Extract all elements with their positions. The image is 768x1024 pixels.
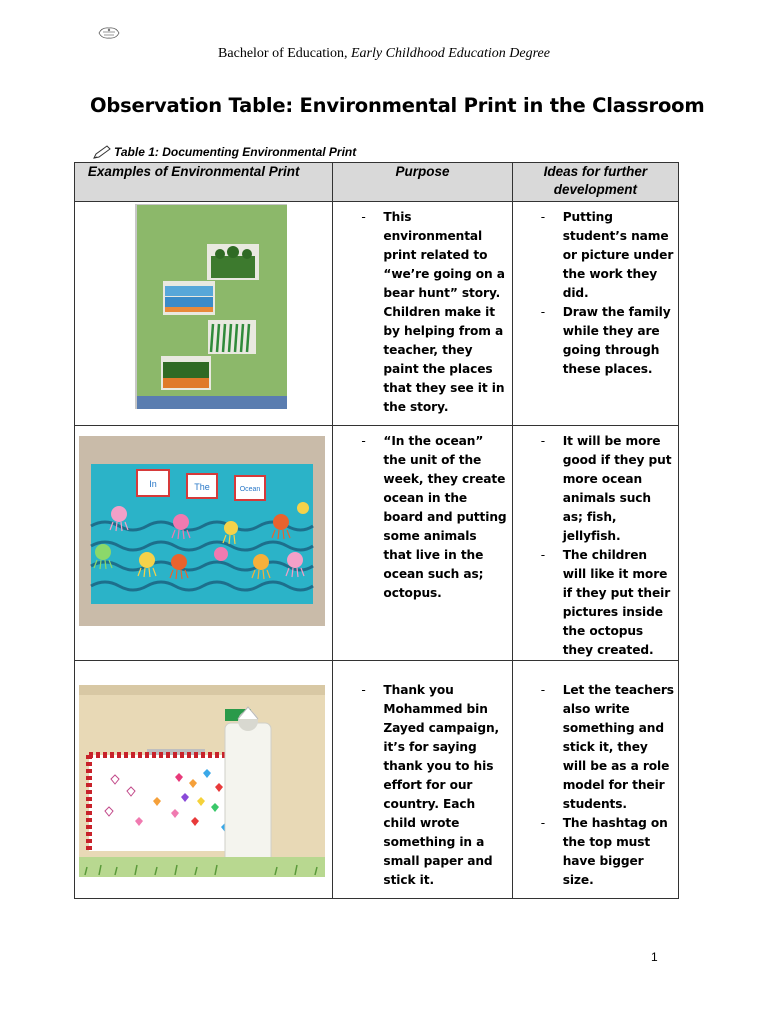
purpose-cell	[333, 661, 512, 899]
purpose-item: - Thank you Mohammed bin Zayed campaign, it’s for saying thank you to his effort for our country. Each child wrote something in a small paper and stick it.	[333, 681, 507, 890]
example-image-cell	[75, 661, 333, 899]
observation-table	[74, 162, 679, 899]
table-row	[75, 661, 679, 899]
idea-item: - Draw the family while they are going through these places.	[513, 303, 674, 379]
caption-text: Table 1: Documenting Environmental Print	[114, 145, 357, 159]
example-image-cell	[75, 426, 333, 661]
ocean-board-photo	[75, 426, 333, 650]
table-caption	[92, 143, 356, 161]
table-row	[75, 426, 679, 661]
column-header-ideas: Ideas for further development	[512, 163, 678, 202]
page-title: Observation Table: Environmental Print in the Classroom	[90, 94, 705, 117]
bear-hunt-board-photo	[75, 202, 333, 420]
university-logo-icon	[96, 24, 122, 42]
program-name: Bachelor of Education,	[218, 46, 348, 61]
idea-item: - Putting student’s name or picture under the work they did.	[513, 208, 674, 303]
purpose-item: - “In the ocean” the unit of the week, they create ocean in the board and putting some animals that live in the ocean such as; octopus.	[333, 432, 507, 603]
column-header-examples: Examples of Environmental Print	[75, 163, 333, 202]
document-header	[0, 46, 768, 62]
purpose-cell	[333, 202, 512, 426]
ideas-cell	[512, 202, 678, 426]
board-word-the: The	[194, 482, 210, 492]
idea-item: - Let the teachers also write something and stick it, they will be as a role model for their students.	[513, 681, 674, 814]
board-word-in: In	[149, 479, 157, 489]
example-image-cell	[75, 202, 333, 426]
board-word-ocean: Ocean	[239, 486, 261, 493]
page-number: 1	[651, 950, 658, 964]
idea-item: - The children will like it more if they put their pictures inside the octopus they created.	[513, 546, 674, 660]
ideas-cell	[512, 426, 678, 661]
table-header-row	[75, 163, 679, 202]
idea-item: - It will be more good if they put more ocean animals such as; fish, jellyfish.	[513, 432, 674, 546]
purpose-item: - This environmental print related to “we’re going on a bear hunt” story. Children make it by helping from a teacher, they paint the places that they see it in the story.	[333, 208, 507, 417]
ideas-cell	[512, 661, 678, 899]
pencil-icon	[92, 144, 112, 160]
degree-name: Early Childhood Education Degree	[351, 46, 550, 61]
table-row	[75, 202, 679, 426]
column-header-purpose: Purpose	[333, 163, 512, 202]
thank-you-wall-photo	[75, 661, 333, 893]
purpose-cell	[333, 426, 512, 661]
idea-item: - The hashtag on the top must have bigger size.	[513, 814, 674, 890]
